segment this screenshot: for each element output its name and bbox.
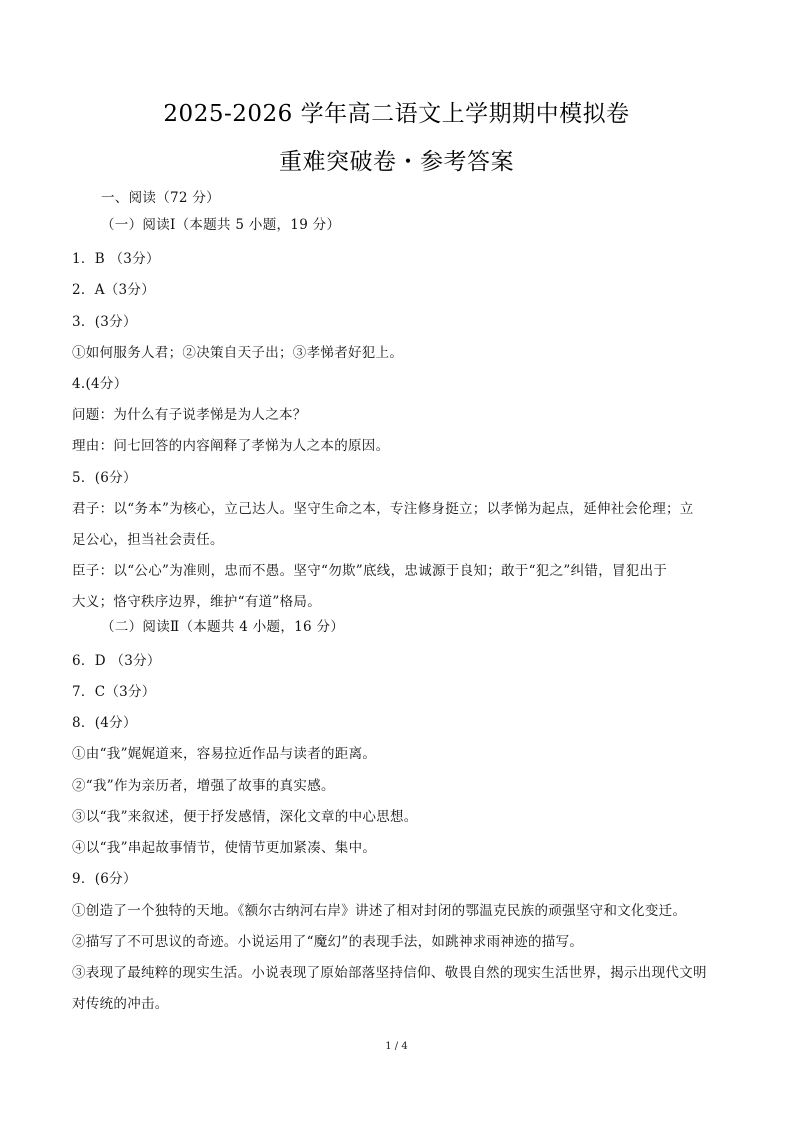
answer-line: 7．C（3分） xyxy=(72,684,156,700)
section-heading: 一、阅读（72 分） xyxy=(101,190,220,206)
answer-line: 对传统的冲击。 xyxy=(72,996,169,1012)
answer-line: 大义；恪守秩序边界，维护“有道”格局。 xyxy=(72,594,322,610)
answer-line: 足公心，担当社会责任。 xyxy=(72,532,224,548)
page-number: 1 / 4 xyxy=(385,1041,408,1052)
page-title: 2025-2026 学年高二语文上学期期中模拟卷 xyxy=(163,101,630,127)
answer-line: ③以“我”来叙述，便于抒发感情，深化文章的中心思想。 xyxy=(72,809,418,825)
answer-line: 理由：问七回答的内容阐释了孝悌为人之本的原因。 xyxy=(72,438,390,454)
answer-line: ③表现了最纯粹的现实生活。小说表现了原始部落坚持信仰、敬畏自然的现实生活世界，揭示出现代文明 xyxy=(72,965,707,981)
answer-line: 君子：以“务本”为核心，立己达人。坚守生命之本，专注修身挺立；以孝悌为起点，延伸社会伦理；立 xyxy=(72,501,694,517)
subsection-heading: （一）阅读Ⅰ（本题共 5 小题，19 分） xyxy=(101,217,341,233)
subsection-heading: （二）阅读Ⅱ（本题共 4 小题，16 分） xyxy=(101,619,345,635)
answer-line: 8．(4分） xyxy=(72,715,137,731)
answer-line: ①如何服务人君；②决策自天子出；③孝悌者好犯上。 xyxy=(72,345,404,361)
answer-line: 1．B （3分） xyxy=(72,251,160,267)
answer-line: 臣子：以“公心”为准则，忠而不愚。坚守“勿欺”底线，忠诚源于良知；敢于“犯之”纠错，冒犯出于 xyxy=(72,563,668,579)
answer-line: 3．(3分） xyxy=(72,314,137,330)
answer-line: 2．A（3分） xyxy=(72,282,156,298)
answer-line: 问题：为什么有子说孝悌是为人之本？ xyxy=(72,407,307,423)
answer-line: 9．(6分） xyxy=(72,871,137,887)
answer-line: ①创造了一个独特的天地。《额尔古纳河右岸》讲述了相对封闭的鄂温克民族的顽强坚守和文化变迁。 xyxy=(72,903,687,919)
answer-line: ②“我”作为亲历者，增强了故事的真实感。 xyxy=(72,778,335,794)
answer-line: ②描写了不可思议的奇迹。小说运用了“魔幻”的表现手法，如跳神求雨神迹的描写。 xyxy=(72,934,584,950)
answer-line: 6．D （3分） xyxy=(72,653,161,669)
answer-line: 5．(6分） xyxy=(72,470,137,486)
page-subtitle: 重难突破卷・参考答案 xyxy=(279,149,514,175)
answer-line: ④以“我”串起故事情节，使情节更加紧凑、集中。 xyxy=(72,840,377,856)
answer-line: 4.(4分） xyxy=(72,376,128,392)
answer-line: ①由“我”娓娓道来，容易拉近作品与读者的距离。 xyxy=(72,746,377,762)
